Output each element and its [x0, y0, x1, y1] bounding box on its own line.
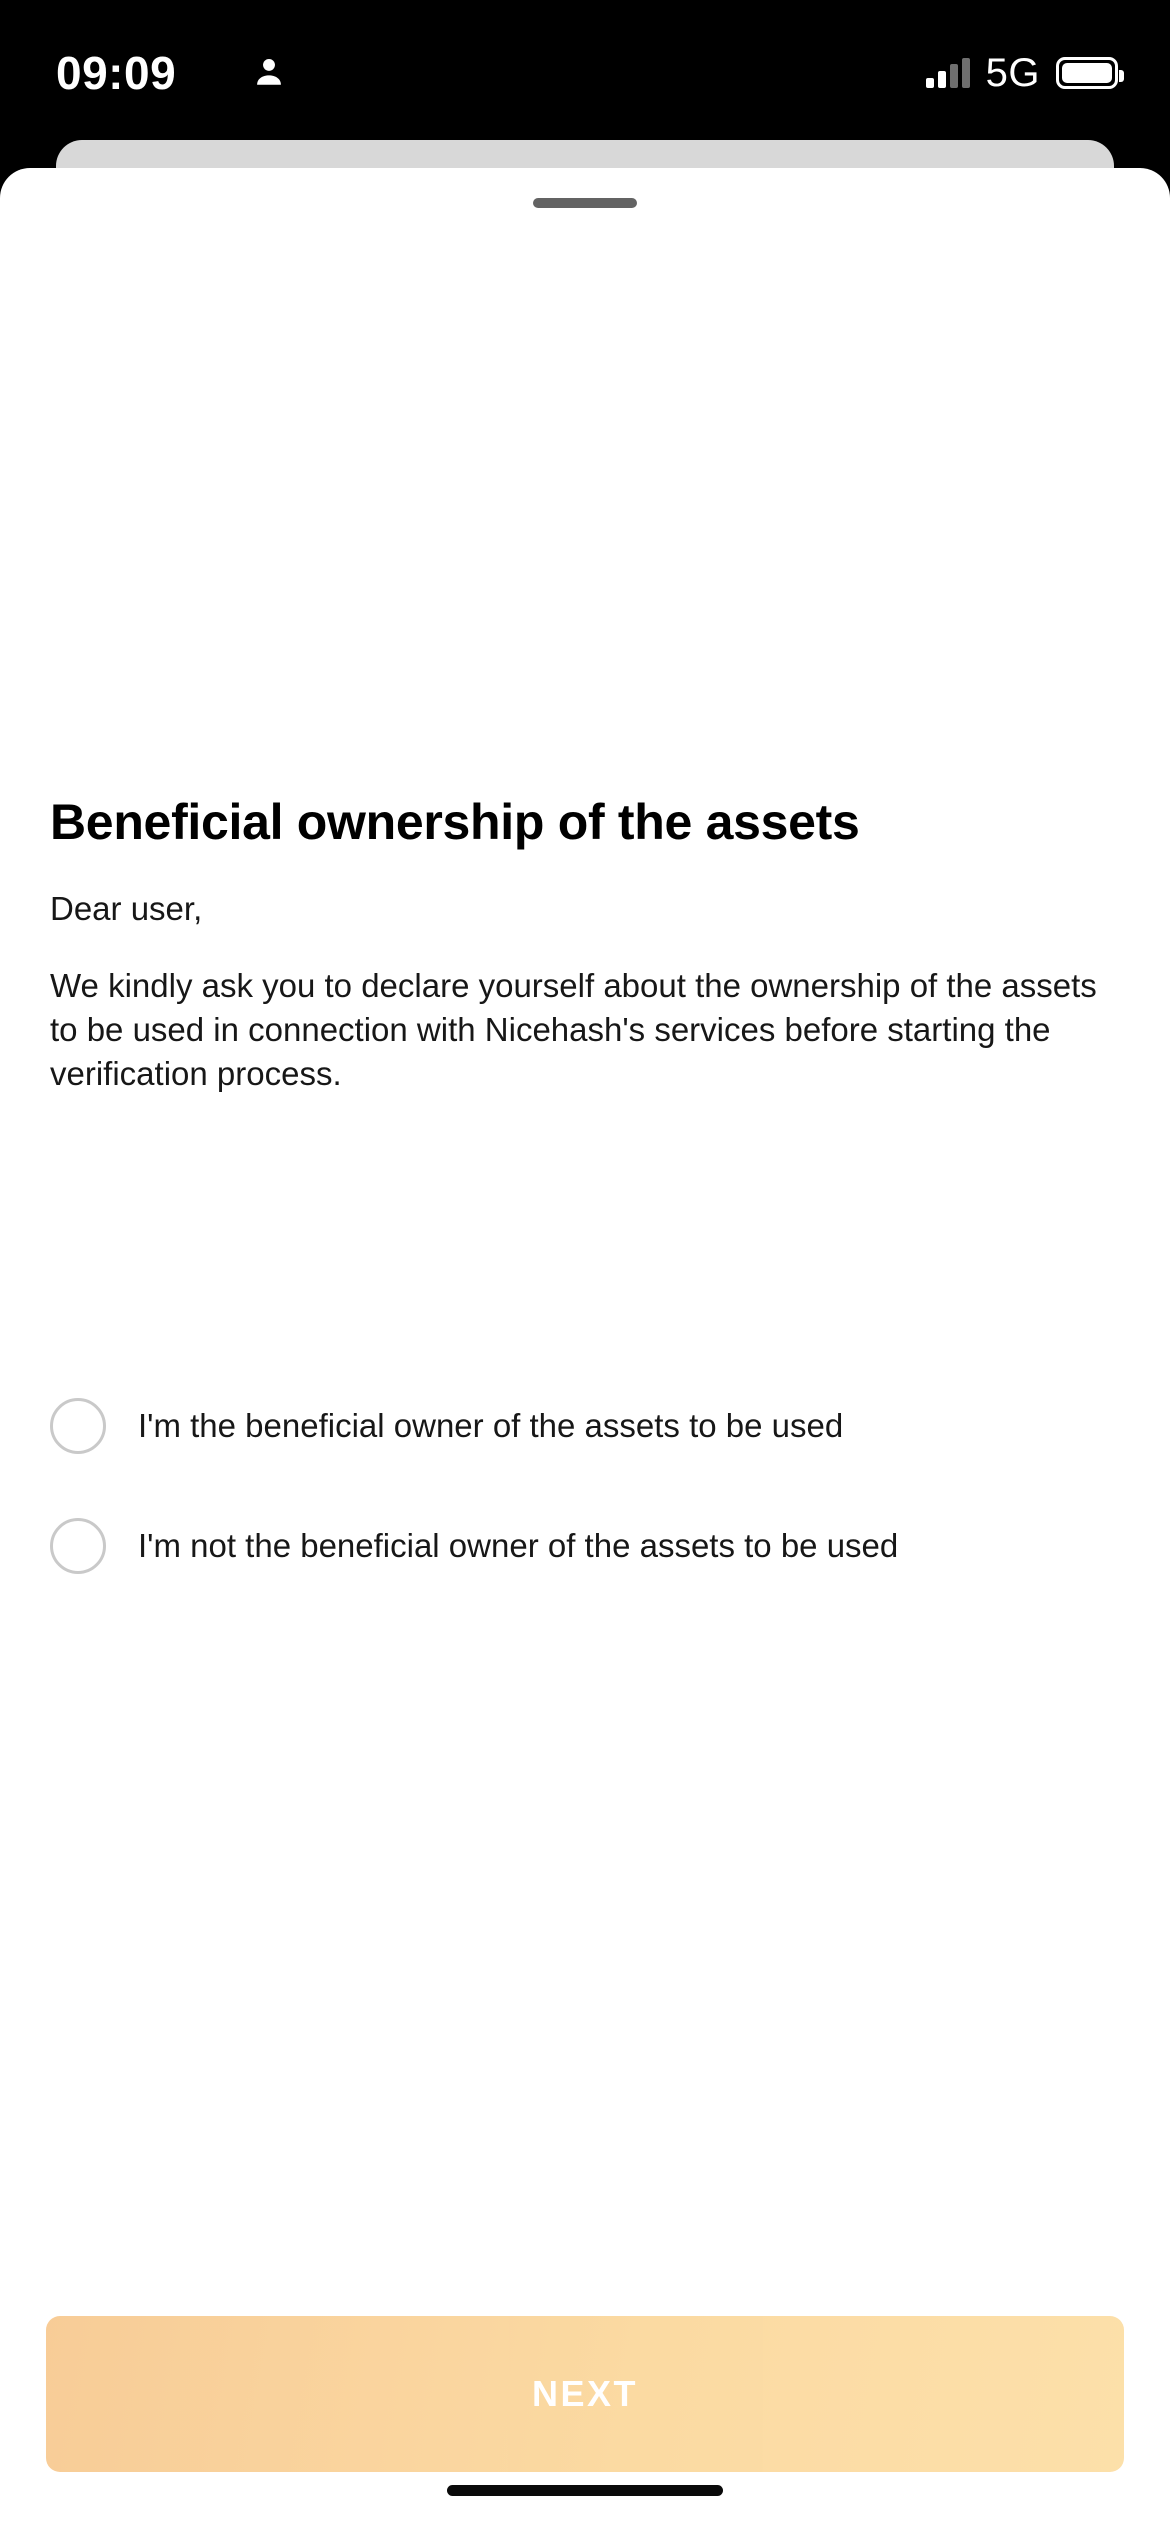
- home-indicator[interactable]: [447, 2485, 723, 2496]
- option-beneficial-owner[interactable]: [50, 1366, 1130, 1486]
- next-button[interactable]: NEXT: [46, 2316, 1124, 2472]
- status-time: 09:09: [56, 47, 177, 99]
- status-bar: [0, 0, 1170, 140]
- option-label: I'm not the beneficial owner of the assets to be used: [138, 1527, 899, 1564]
- radio-button-icon[interactable]: [50, 1518, 106, 1574]
- network-type-label: 5G: [985, 50, 1040, 95]
- modal-sheet: [0, 168, 1170, 2532]
- intro-paragraph: We kindly ask you to declare yourself about the ownership of the assets to be used in connection with Nicehash's services before starting the verification process.: [50, 967, 1097, 1092]
- person-icon: [252, 52, 286, 92]
- sheet-content: [50, 792, 1130, 1096]
- sheet-grabber[interactable]: [533, 198, 637, 208]
- salutation-text: Dear user,: [50, 890, 203, 927]
- radio-button-icon[interactable]: [50, 1398, 106, 1454]
- cellular-signal-icon: [926, 58, 970, 88]
- option-not-beneficial-owner[interactable]: [50, 1486, 1130, 1606]
- battery-fill: [1062, 63, 1112, 83]
- status-indicators: [926, 48, 1118, 98]
- battery-full-icon: [1056, 57, 1118, 89]
- option-label: I'm the beneficial owner of the assets to be used: [138, 1407, 844, 1444]
- page-title: Beneficial ownership of the assets: [50, 794, 860, 850]
- ownership-options-group: [50, 1366, 1130, 1606]
